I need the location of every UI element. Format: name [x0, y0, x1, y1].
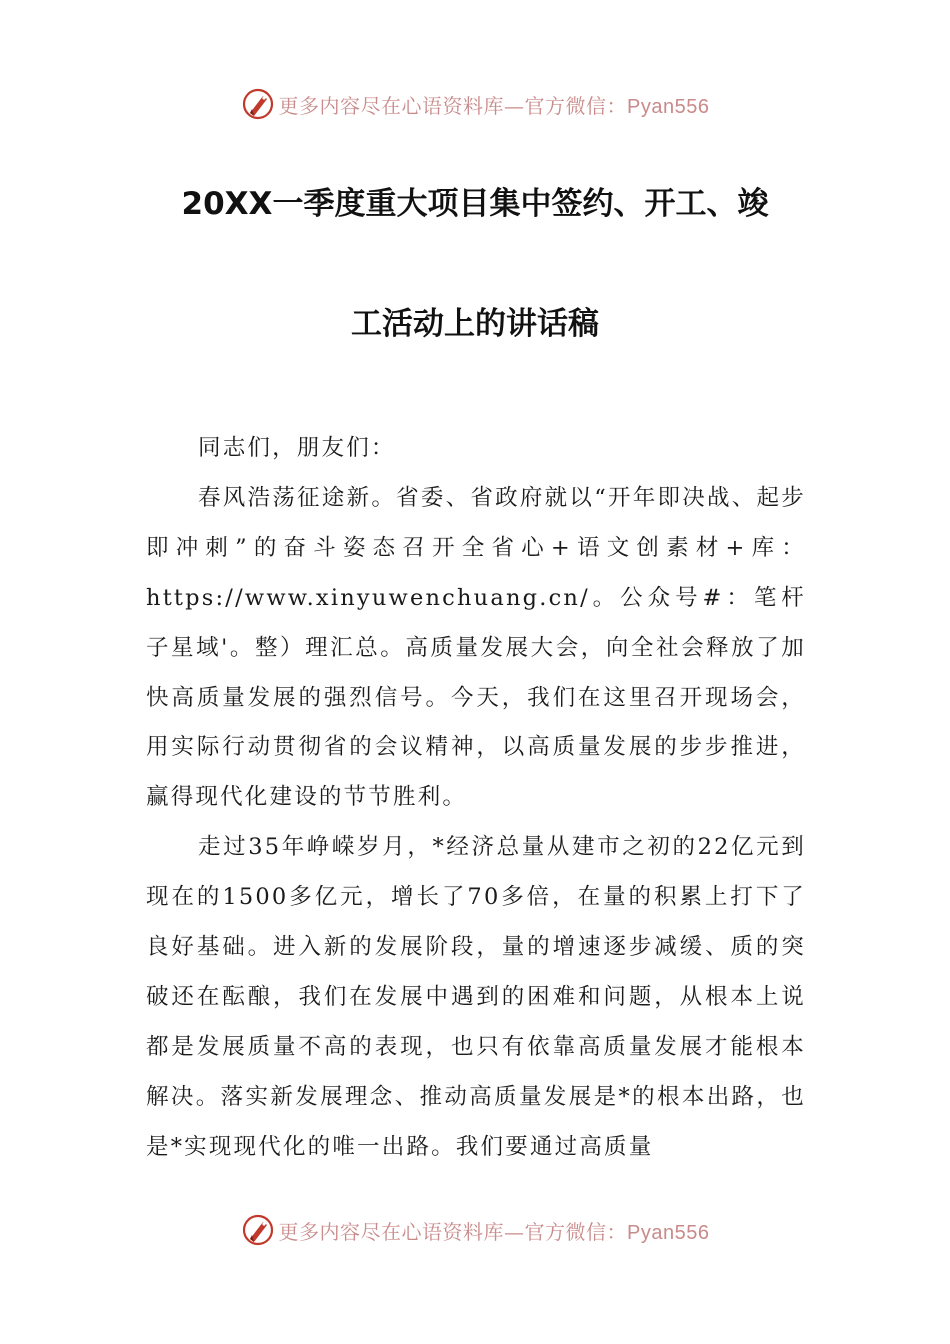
header-watermark-banner	[0, 84, 950, 124]
watermark-text: 更多内容尽在心语资料库—官方微信：Pyan556	[278, 93, 710, 118]
watermark-text: 更多内容尽在心语资料库—官方微信：Pyan556	[278, 1219, 710, 1244]
pen-nib-logo-icon	[241, 87, 275, 121]
speech-body	[146, 424, 806, 1173]
footer-watermark-banner	[0, 1210, 950, 1250]
page-title-line-1: 20XX一季度重大项目集中签约、开工、竣	[181, 186, 769, 222]
paragraph: 走过35年峥嵘岁月，*经济总量从建市之初的22亿元到现在的1500多亿元，增长了70多倍，在量的积累上打下了良好基础。进入新的发展阶段，量的增速逐步减缓、质的突破还在酝酿，我们在发展中遇到的困难和问题，从根本上说都是发展质量不高的表现，也只有依靠高质量发展才能根本解决。落实新发展理念、推动高质量发展是*的根本出路，也是*实现现代化的唯一出路。我们要通过高质量	[146, 834, 806, 1160]
paragraph: 春风浩荡征途新。省委、省政府就以“开年即决战、起步即冲刺”的奋斗姿态召开全省心+语文创素材+库：https://www.xinyuwenchuang.cn/。公众号#：笔杆子星域'。整）理汇总。高质量发展大会，向全社会释放了加快高质量发展的强烈信号。今天，我们在这里召开现场会，用实际行动贯彻省的会议精神，以高质量发展的步步推进，赢得现代化建设的节节胜利。	[146, 484, 806, 811]
pen-nib-logo-icon	[241, 1213, 275, 1247]
page-title-line-2: 工活动上的讲话稿	[351, 306, 599, 342]
salutation: 同志们，朋友们：	[198, 435, 396, 461]
